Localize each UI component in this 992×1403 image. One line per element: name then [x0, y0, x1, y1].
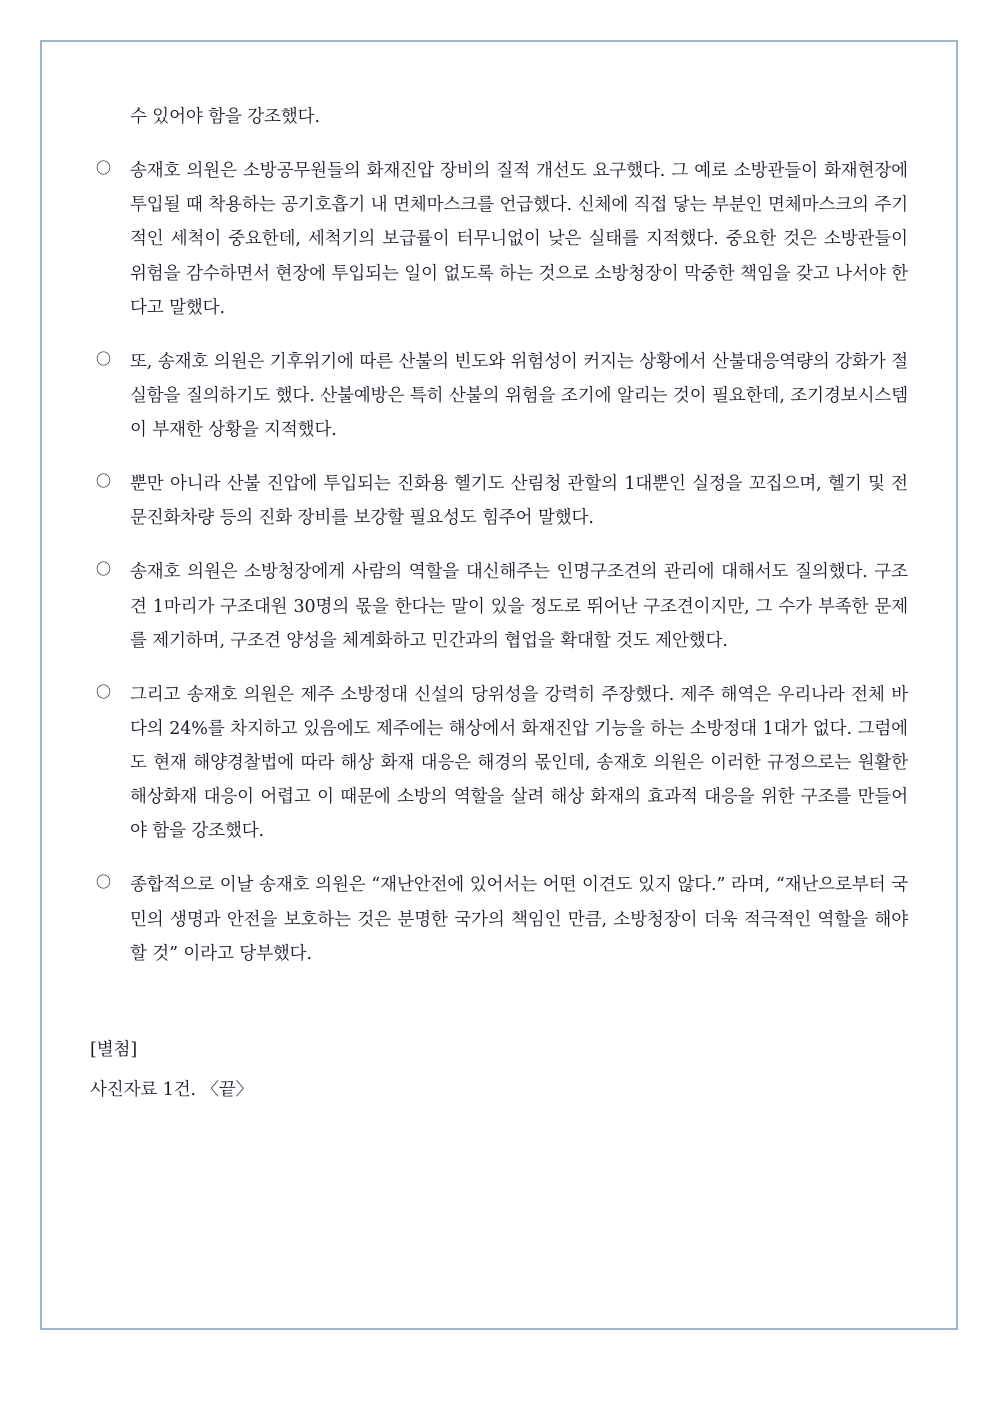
list-item-text: 또, 송재호 의원은 기후위기에 따른 산불의 빈도와 위험성이 커지는 상황에서 산불대응역량의 강화가 절실함을 질의하기도 했다. 산불예방은 특히 산불의 위험을 조기에 알리는 것이 필요한데, 조기경보시스템이 부재한 상황을 지적했다.: [130, 351, 908, 440]
circle-bullet-icon: 〇: [96, 349, 111, 368]
list-item-text: 송재호 의원은 소방공무원들의 화재진압 장비의 질적 개선도 요구했다. 그 예로 소방관들이 화재현장에 투입될 때 착용하는 공기호흡기 내 면체마스크를 언급했다. 신체에 직접 닿는 부분인 면체마스크의 주기적인 세척이 중요한데, 세척기의 보급률이 터무니없이 낮은 실태를 지적했다. 중요한 것은 소방관들이 위험을 감수하면서 현장에 투입되는 일이 없도록 하는 것으로 소방청장이 막중한 책임을 갖고 나서야 한다고 말했다.: [130, 161, 908, 318]
list-item: [90, 555, 908, 657]
circle-bullet-icon: 〇: [96, 560, 111, 579]
attachment-label: [별첨]: [90, 1039, 138, 1060]
list-item: [90, 345, 908, 447]
attachment-section: [90, 1033, 908, 1107]
continuation-paragraph: 수 있어야 함을 강조했다.: [130, 107, 320, 127]
list-item: [90, 868, 908, 970]
list-item-text: 종합적으로 이날 송재호 의원은 “재난안전에 있어서는 어떤 이견도 있지 않다.” 라며, “재난으로부터 국민의 생명과 안전을 보호하는 것은 분명한 국가의 책임인 만큼, 소방청장이 더욱 적극적인 역할을 해야할 것” 이라고 당부했다.: [130, 875, 908, 964]
circle-bullet-icon: 〇: [96, 682, 111, 701]
attachment-item: 사진자료 1건. 〈끝〉: [90, 1079, 254, 1100]
circle-bullet-icon: 〇: [96, 472, 111, 491]
list-item-text: 송재호 의원은 소방청장에게 사람의 역할을 대신해주는 인명구조견의 관리에 대해서도 질의했다. 구조견 1마리가 구조대원 30명의 몫을 한다는 말이 있을 정도로 뛰어난 구조견이지만, 그 수가 부족한 문제를 제기하며, 구조견 양성을 체계화하고 민간과의 협업을 확대할 것도 제안했다.: [130, 562, 908, 651]
list-item-text: 뿐만 아니라 산불 진압에 투입되는 진화용 헬기도 산림청 관할의 1대뿐인 실정을 꼬집으며, 헬기 및 전문진화차량 등의 진화 장비를 보강할 필요성도 힘주어 말했다.: [130, 474, 908, 529]
document-frame: [40, 40, 958, 1330]
list-item: [90, 154, 908, 325]
document-body: [90, 100, 908, 1107]
circle-bullet-icon: 〇: [96, 159, 111, 178]
circle-bullet-icon: 〇: [96, 873, 111, 892]
list-item: [90, 467, 908, 535]
list-item-text: 그리고 송재호 의원은 제주 소방정대 신설의 당위성을 강력히 주장했다. 제주 해역은 우리나라 전체 바다의 24%를 차지하고 있음에도 제주에는 해상에서 화재진압 기능을 하는 소방정대 1대가 없다. 그럼에도 현재 해양경찰법에 따라 해상 화재 대응은 해경의 몫인데, 송재호 의원은 이러한 규정으로는 원활한 해상화재 대응이 어렵고 이 때문에 소방의 역할을 살려 해상 화재의 효과적 대응을 위한 구조를 만들어야 함을 강조했다.: [130, 684, 908, 842]
list-item: [90, 678, 908, 849]
